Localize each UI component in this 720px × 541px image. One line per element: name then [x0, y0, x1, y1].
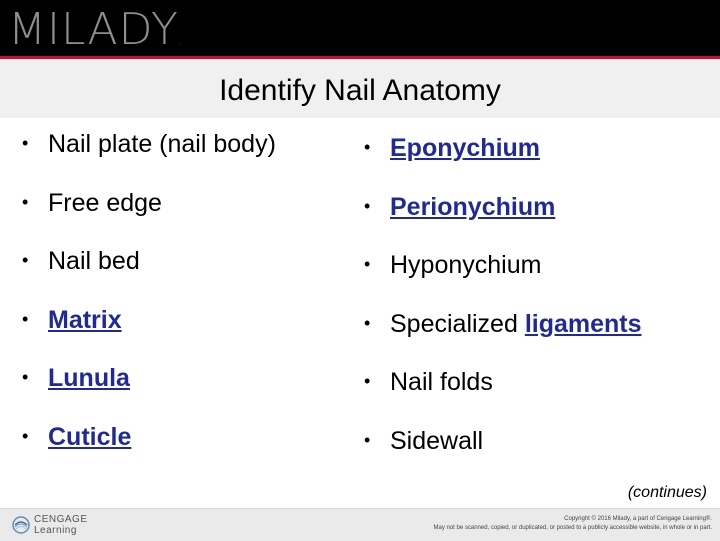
bullet-icon: •	[22, 250, 29, 270]
right-bullet-list	[364, 134, 642, 485]
bullet-icon: •	[364, 195, 371, 216]
item-text: Free edge	[48, 188, 162, 217]
cengage-swirl-icon	[12, 516, 30, 534]
bullet-icon: •	[22, 425, 29, 446]
list-item	[22, 247, 276, 306]
copyright-line-2: May not be scanned, copied, or duplicated, or posted to a publicly accessible website, in whole or in part.	[433, 525, 712, 531]
bullet-icon: •	[364, 371, 371, 391]
list-item	[22, 306, 276, 365]
continues-label: (continues)	[627, 484, 707, 501]
slide-title: Identify Nail Anatomy	[219, 74, 501, 107]
bullet-icon: •	[22, 308, 29, 329]
cengage-wordmark	[34, 514, 114, 536]
cengage-line-2: Learning	[34, 525, 77, 536]
milady-logo	[8, 4, 183, 55]
logo-mark: .	[178, 36, 184, 47]
header-bar	[0, 0, 720, 56]
copyright-notice	[372, 515, 712, 533]
bullet-icon: •	[22, 133, 29, 153]
list-item	[364, 134, 642, 193]
glossary-link-matrix[interactable]: Matrix	[48, 305, 122, 334]
item-text: Hyponychium	[390, 251, 542, 279]
list-item	[22, 130, 276, 189]
bullet-icon: •	[364, 312, 371, 333]
bullet-icon: •	[364, 137, 371, 157]
glossary-link-eponychium[interactable]: Eponychium	[390, 134, 541, 162]
left-bullet-list	[22, 130, 276, 481]
bullet-icon: •	[364, 429, 371, 450]
list-item	[22, 423, 276, 482]
item-text: Nail bed	[48, 247, 140, 275]
item-text: Nail folds	[390, 368, 493, 396]
list-item	[364, 193, 642, 252]
list-item	[364, 251, 642, 310]
bullet-icon: •	[22, 191, 29, 212]
list-item	[364, 368, 642, 427]
list-item	[364, 427, 642, 486]
list-item	[364, 310, 642, 369]
glossary-link-lunula[interactable]: Lunula	[48, 364, 130, 392]
list-item	[22, 364, 276, 423]
cengage-line-1: CENGAGE	[34, 514, 88, 525]
bullet-icon: •	[22, 367, 29, 387]
bullet-icon: •	[364, 254, 371, 274]
copyright-line-1: Copyright © 2016 Milady, a part of Cengage Learning®.	[564, 516, 712, 522]
list-item	[22, 189, 276, 248]
glossary-link-ligaments[interactable]: ligaments	[524, 309, 642, 338]
item-text: Nail plate (nail body)	[48, 130, 276, 158]
logo-text: MILADY	[8, 4, 179, 55]
item-text: Sidewall	[390, 426, 484, 455]
glossary-link-perionychium[interactable]: Perionychium	[390, 192, 556, 221]
glossary-link-cuticle[interactable]: Cuticle	[48, 422, 132, 451]
item-text: Specialized	[390, 309, 525, 338]
